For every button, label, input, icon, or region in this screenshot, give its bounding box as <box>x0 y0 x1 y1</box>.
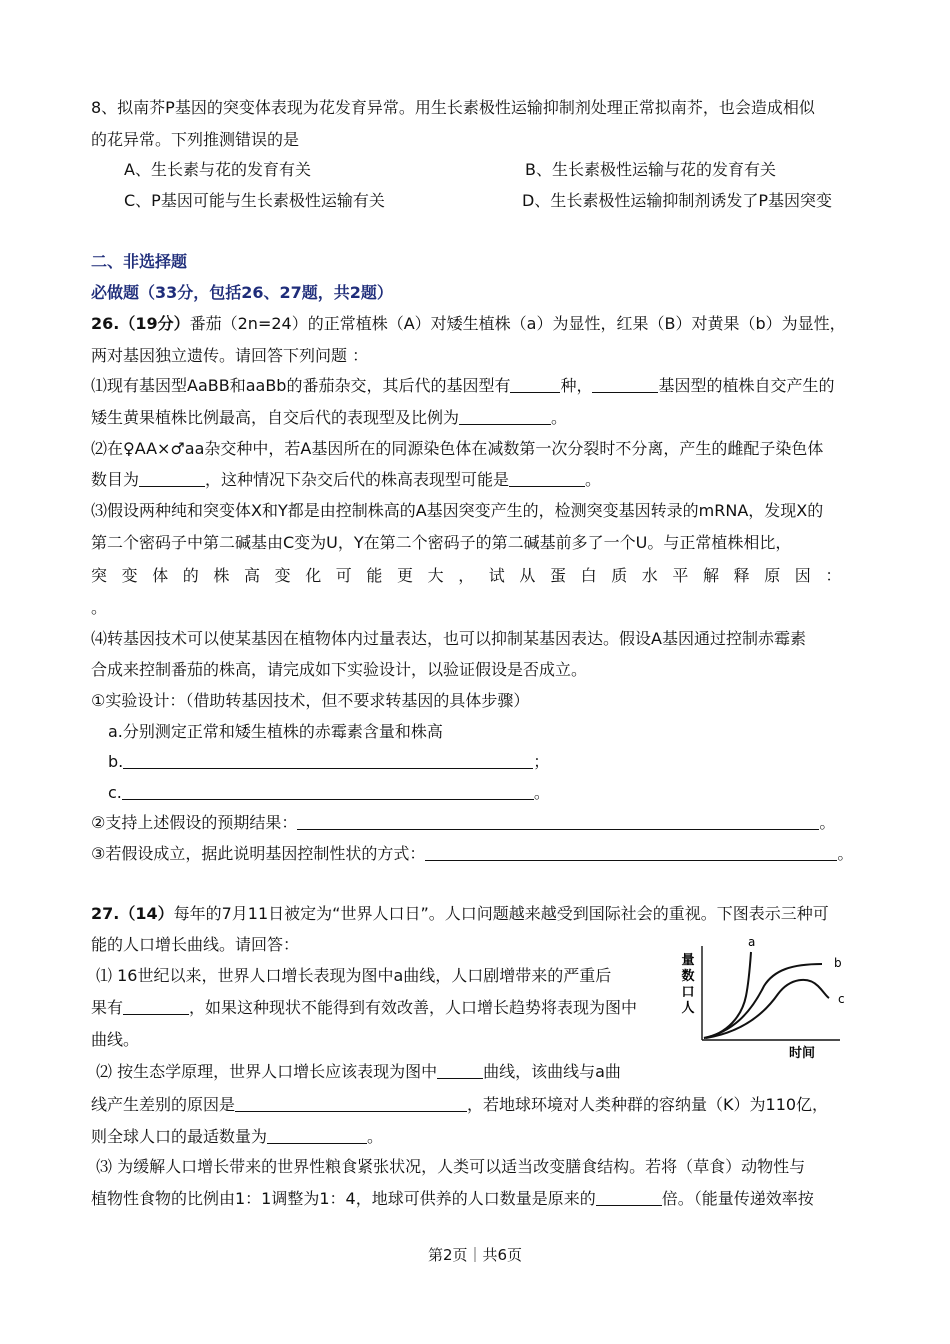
q27-part2-line2: 线产生差别的原因是 ，若地球环境对人类种群的容纳量（K）为110亿， <box>91 1095 829 1114</box>
q27-intro-line2: 能的人口增长曲线。请回答： <box>91 935 300 954</box>
q27-part3-line1: ⑶ 为缓解人口增长带来的世界性粮食紧张状况，人类可以适当改变膳食结构。若将（草食）动物性与 <box>96 1157 806 1176</box>
q26-step-b: b. ； <box>108 752 550 771</box>
q26-intro-line2: 两对基因独立遗传。请回答下列问题 ： <box>91 346 369 365</box>
answer-blank[interactable] <box>123 999 189 1015</box>
q26-part3-line1: ⑶假设两种纯和突变体X和Y都是由控制株高的A基因突变产生的，检测突变基因转录的mRNA，发现X的 <box>91 501 824 520</box>
answer-blank[interactable] <box>235 1096 467 1112</box>
q26-step-c: c. 。 <box>108 783 550 802</box>
q27-number: 27. <box>91 904 120 923</box>
section-title: 二、非选择题 <box>91 252 188 271</box>
q26-part2-line1: ⑵在♀AA×♂aa杂交种中，若A基因所在的同源染色体在减数第一次分裂时不分离，产生的雌配子染色体 <box>91 439 824 458</box>
q26-intro-line1: 26.（19分）番茄（2n=24）的正常植株（A）对矮生植株（a）为显性，红果（B）对黄果（b）为显性， <box>91 314 846 333</box>
answer-blank[interactable] <box>123 753 533 769</box>
y-axis-label-char: 数 <box>681 969 695 984</box>
q26-part3-line4: 。 <box>91 598 108 617</box>
q26-part3-line3: 突变体的株高变化可能更大，试从蛋白质水平解释原因： <box>91 566 857 585</box>
answer-blank[interactable] <box>509 471 585 487</box>
q26-gene-control-mode: ③若假设成立，据此说明基因控制性状的方式： 。 <box>91 844 854 863</box>
q27-part2-line1: ⑵ 按生态学原理，世界人口增长应该表现为图中 曲线，该曲线与a曲 <box>96 1062 621 1081</box>
q26-part4-design: ①实验设计：（借助转基因技术，但不要求转基因的具体步骤） <box>91 691 530 710</box>
y-axis-label-char: 人 <box>681 1001 695 1016</box>
curve-label-b: b <box>834 956 842 970</box>
answer-blank[interactable] <box>267 1128 367 1144</box>
y-axis-label-char: 口 <box>681 985 695 1000</box>
answer-blank[interactable] <box>596 1190 662 1206</box>
q8-stem-line1: 8、拟南芥P基因的突变体表现为花发育异常。用生长素极性运输抑制剂处理正常拟南芥，也会造成相似 <box>91 98 815 117</box>
q27-score: （14） <box>119 904 174 923</box>
q26-number: 26. <box>91 314 120 333</box>
answer-blank[interactable] <box>437 1063 483 1079</box>
page-footer: 第2页｜共6页 <box>427 1246 523 1264</box>
q27-part3-line2: 植物性食物的比例由1：1调整为1：4，地球可供养的人口数量是原来的 倍。（能量传递效率按 <box>91 1189 814 1208</box>
answer-blank[interactable] <box>425 845 837 861</box>
q26-step-a: a.分别测定正常和矮生植株的赤霉素含量和株高 <box>108 722 443 741</box>
q8-option-c: C、P基因可能与生长素极性运输有关 <box>124 191 385 210</box>
q26-part1-line2: 矮生黄果植株比例最高，自交后代的表现型及比例为 。 <box>91 408 568 427</box>
q26-part3-line2: 第二个密码子中第二碱基由C变为U，Y在第二个密码子的第二碱基前多了一个U。与正常植株相比， <box>91 533 792 552</box>
q8-option-d: D、生长素极性运输抑制剂诱发了P基因突变 <box>522 191 832 210</box>
q27-part1-line2: 果有 ，如果这种现状不能得到有效改善，人口增长趋势将表现为图中 <box>91 998 638 1017</box>
q26-part1-line1: ⑴现有基因型AaBB和aaBb的番茄杂交，其后代的基因型有 种， 基因型的植株自交产生的 <box>91 376 835 395</box>
q8-option-a: A、生长素与花的发育有关 <box>124 160 311 179</box>
q26-part4-line2: 合成来控制番茄的株高，请完成如下实验设计，以验证假设是否成立。 <box>91 660 588 679</box>
answer-blank[interactable] <box>139 471 205 487</box>
answer-blank[interactable] <box>459 409 551 425</box>
section-subtitle: 必做题（33分，包括26、27题，共2题） <box>91 283 393 302</box>
q26-score: （19分） <box>119 314 190 333</box>
q26-part4-line1: ⑷转基因技术可以使某基因在植物体内过量表达，也可以抑制某基因表达。假设A基因通过控制赤霉素 <box>91 629 806 648</box>
curve-b <box>704 964 822 1038</box>
population-growth-chart <box>672 936 858 1062</box>
q27-part1-line1: ⑴ 16世纪以来，世界人口增长表现为图中a曲线，人口剧增带来的严重后 <box>96 966 612 985</box>
curve-label-c: c <box>838 992 845 1006</box>
q27-intro-line1: 27.（14）每年的7月11日被定为“世界人口日”。人口问题越来越受到国际社会的重视。下图表示三种可 <box>91 904 829 923</box>
answer-blank[interactable] <box>297 814 819 830</box>
q26-expected-result: ②支持上述假设的预期结果： 。 <box>91 813 836 832</box>
q26-part2-line2: 数目为 ，这种情况下杂交后代的株高表现型可能是 。 <box>91 470 602 489</box>
y-axis-label-char: 量 <box>681 953 695 968</box>
answer-blank[interactable] <box>122 784 534 800</box>
q27-part2-line3: 则全球人口的最适数量为 。 <box>91 1127 384 1146</box>
q8-stem-line2: 的花异常。下列推测错误的是 <box>91 130 300 149</box>
curve-label-a: a <box>748 936 756 949</box>
x-axis-label: 时间 <box>788 1046 816 1061</box>
answer-blank[interactable] <box>592 377 658 393</box>
q8-option-b: B、生长素极性运输与花的发育有关 <box>525 160 776 179</box>
answer-blank[interactable] <box>510 377 560 393</box>
q27-part1-line3: 曲线。 <box>91 1030 140 1049</box>
